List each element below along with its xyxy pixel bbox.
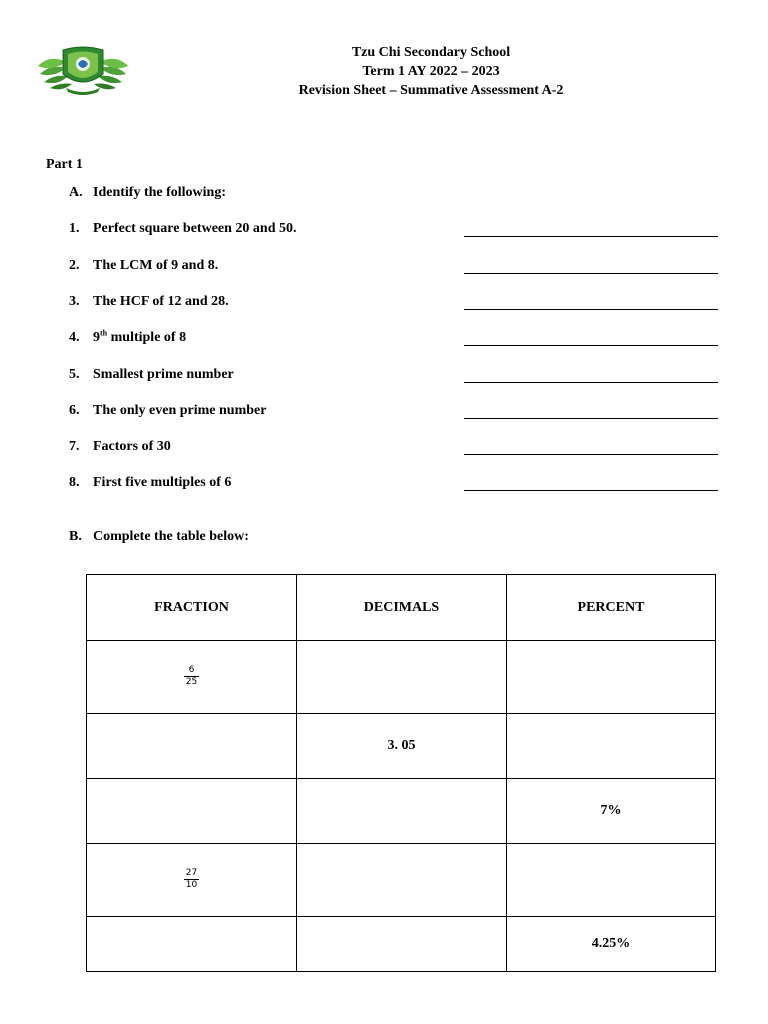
decimal-cell[interactable]: 3. 05 — [297, 714, 507, 779]
fraction-value — [184, 868, 199, 891]
fraction-cell[interactable] — [87, 917, 297, 972]
sheet-title: Revision Sheet – Summative Assessment A-2 — [298, 83, 564, 98]
fraction-cell[interactable] — [87, 714, 297, 779]
fraction-denominator: 25 — [185, 677, 198, 687]
question-number: 4. — [69, 330, 80, 345]
percent-cell[interactable]: 7% — [507, 779, 716, 844]
column-header-percent: PERCENT — [507, 575, 716, 641]
fraction-numerator: 27 — [185, 868, 198, 878]
conversion-table — [86, 574, 716, 972]
question-text: First five multiples of 6 — [93, 475, 232, 490]
fraction-denominator: 10 — [185, 880, 198, 890]
part-title: Part 1 — [46, 157, 83, 172]
table-row — [87, 641, 716, 714]
section-b-heading: Complete the table below: — [93, 529, 249, 544]
question-text: The only even prime number — [93, 403, 267, 418]
question-text — [93, 330, 186, 346]
question-text: Smallest prime number — [93, 367, 234, 382]
section-a-label: A. — [69, 185, 83, 200]
section-a-heading: Identify the following: — [93, 185, 226, 200]
answer-line[interactable] — [464, 345, 718, 346]
percent-cell[interactable] — [507, 714, 716, 779]
column-header-fraction: FRACTION — [87, 575, 297, 641]
section-b-label: B. — [69, 529, 82, 544]
decimal-cell[interactable] — [297, 917, 507, 972]
question-text-base: 9 — [93, 330, 100, 345]
table-row — [87, 714, 716, 779]
question-number: 8. — [69, 475, 80, 490]
fraction-cell[interactable] — [87, 844, 297, 917]
school-name: Tzu Chi Secondary School — [351, 45, 511, 60]
answer-line[interactable] — [464, 382, 718, 383]
column-header-decimals: DECIMALS — [297, 575, 507, 641]
question-text: Factors of 30 — [93, 439, 171, 454]
answer-line[interactable] — [464, 490, 718, 491]
fraction-value — [184, 665, 199, 688]
decimal-cell[interactable] — [297, 844, 507, 917]
term-label: Term 1 AY 2022 – 2023 — [362, 64, 500, 79]
answer-line[interactable] — [464, 236, 718, 237]
question-text: Perfect square between 20 and 50. — [93, 221, 297, 236]
answer-line[interactable] — [464, 454, 718, 455]
table-header-row — [87, 575, 716, 641]
percent-cell[interactable]: 4.25% — [507, 917, 716, 972]
answer-line[interactable] — [464, 273, 718, 274]
fraction-cell[interactable] — [87, 779, 297, 844]
answer-line[interactable] — [464, 418, 718, 419]
percent-cell[interactable] — [507, 641, 716, 714]
question-text: The LCM of 9 and 8. — [93, 258, 219, 273]
question-number: 3. — [69, 294, 80, 309]
ordinal-suffix: th — [100, 328, 108, 338]
table-row — [87, 917, 716, 972]
table-row — [87, 779, 716, 844]
question-number: 2. — [69, 258, 80, 273]
fraction-cell[interactable] — [87, 641, 297, 714]
answer-line[interactable] — [464, 309, 718, 310]
question-text: The HCF of 12 and 28. — [93, 294, 229, 309]
question-number: 1. — [69, 221, 80, 236]
fraction-numerator: 6 — [184, 665, 199, 677]
percent-cell[interactable] — [507, 844, 716, 917]
decimal-cell[interactable] — [297, 779, 507, 844]
question-number: 6. — [69, 403, 80, 418]
question-number: 7. — [69, 439, 80, 454]
question-number: 5. — [69, 367, 80, 382]
decimal-cell[interactable] — [297, 641, 507, 714]
table-row — [87, 844, 716, 917]
question-text-rest: multiple of 8 — [107, 330, 187, 345]
